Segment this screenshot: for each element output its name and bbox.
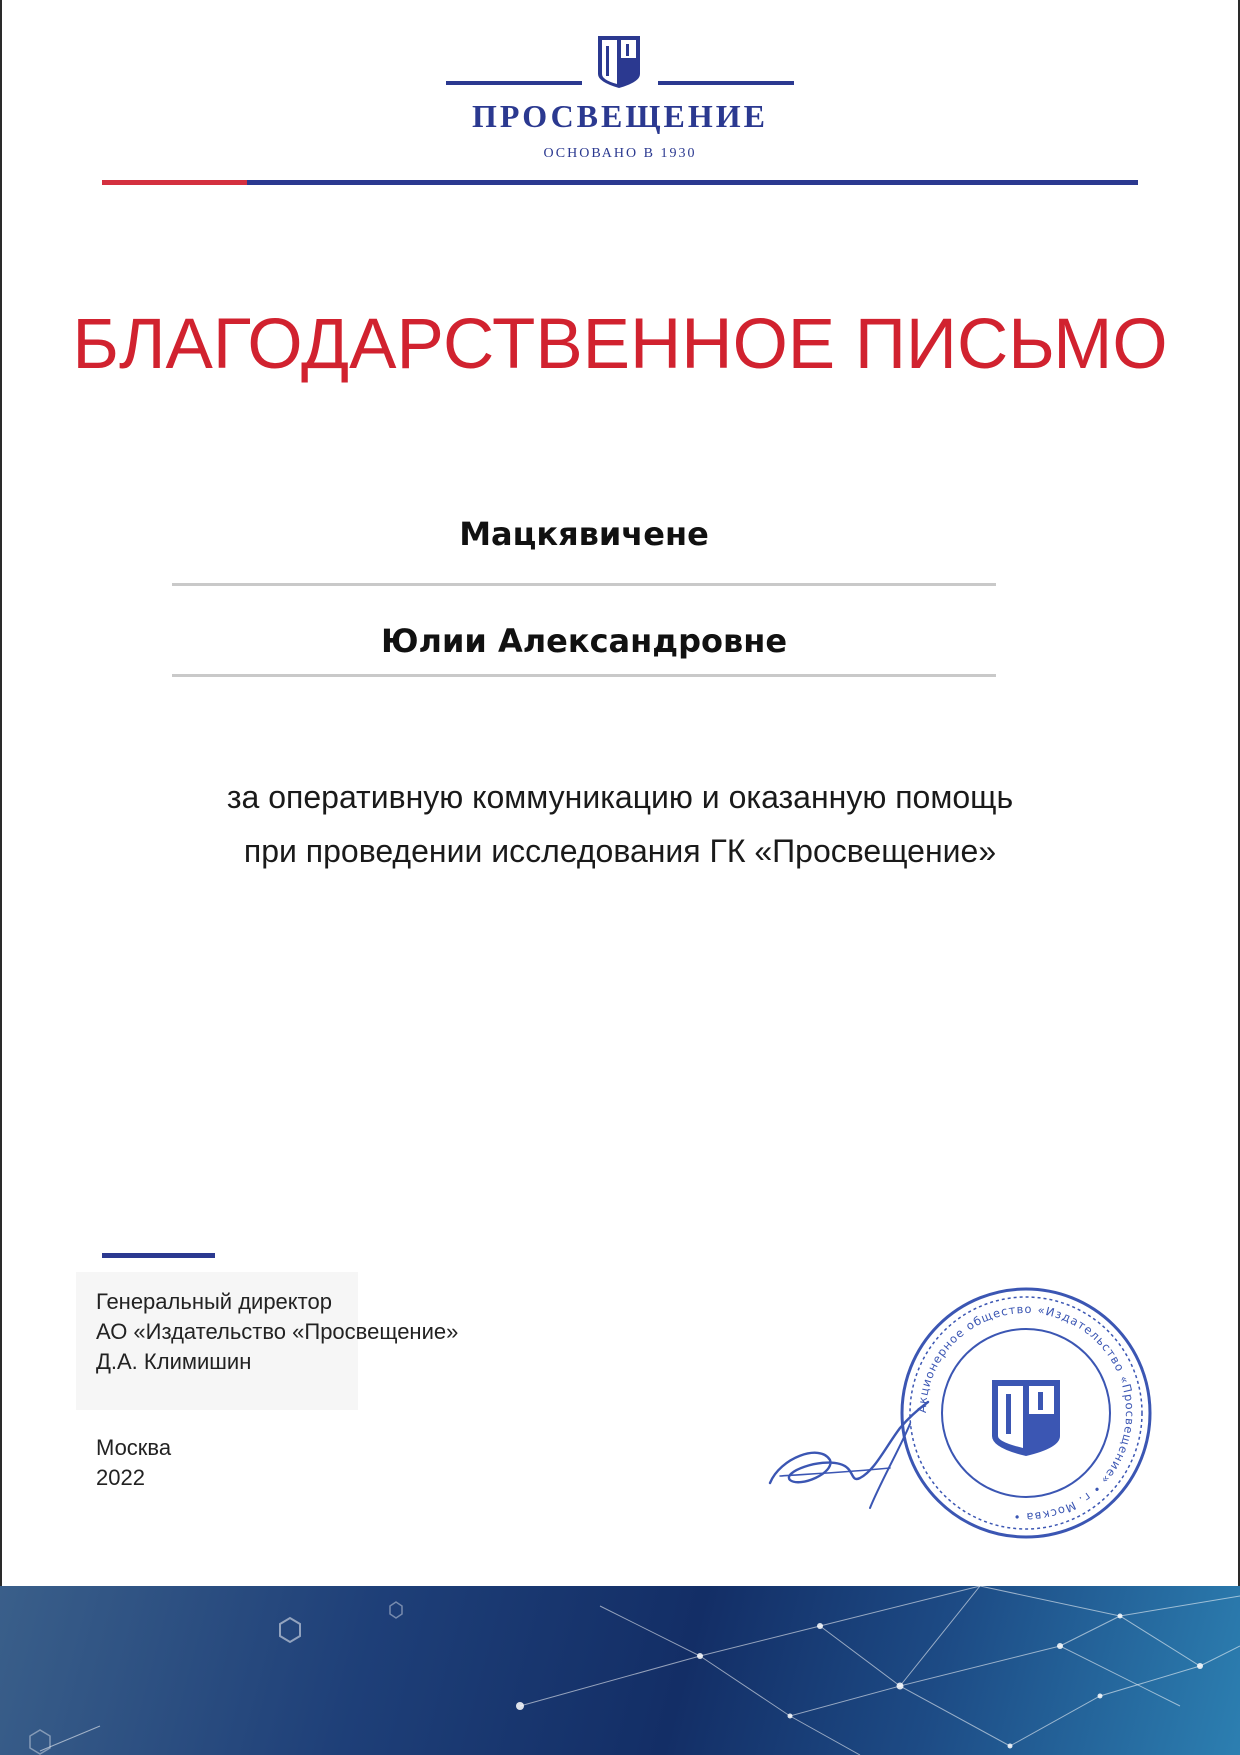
brand-name: ПРОСВЕЩЕНИЕ <box>472 98 768 134</box>
header-divider <box>102 180 1138 185</box>
handwritten-signature-icon <box>760 1388 960 1518</box>
recipient-given-names: Юлии Александровне <box>380 622 788 660</box>
recipient-surname: Мацкявичене <box>459 515 709 553</box>
recipient-underline-2 <box>172 674 996 677</box>
seal-ring-text: Акционерное общество «Издательство «Просвещение» • г. Москва • <box>914 1301 1138 1525</box>
reason-line-1: за оперативную коммуникацию и оказанную помощь <box>226 779 1014 815</box>
reason-line-2: при проведении исследования ГК «Просвещение» <box>243 833 997 869</box>
recipient-underline-1 <box>172 583 996 586</box>
place-city: Москва <box>96 1435 172 1460</box>
prosveshchenie-logo-icon <box>596 34 642 90</box>
signatory-name: Д.А. Климишин <box>96 1349 252 1374</box>
reason-text <box>110 770 1130 878</box>
signatory-organization: АО «Издательство «Просвещение» <box>96 1319 459 1344</box>
logo-rule-left <box>446 81 582 85</box>
logo-rule-right <box>658 81 794 85</box>
network-lines-icon <box>0 1586 1240 1755</box>
signatory-rule <box>102 1253 215 1258</box>
place-and-date <box>96 1433 171 1493</box>
left-border <box>0 0 2 1755</box>
brand-tagline: ОСНОВАНО В 1930 <box>543 146 697 161</box>
decorative-network-banner <box>0 1586 1240 1755</box>
signatory-position: Генеральный директор <box>96 1289 332 1314</box>
signatory-block <box>96 1287 556 1377</box>
place-year: 2022 <box>96 1465 145 1490</box>
document-title: БЛАГОДАРСТВЕННОЕ ПИСЬМО <box>72 305 1168 384</box>
